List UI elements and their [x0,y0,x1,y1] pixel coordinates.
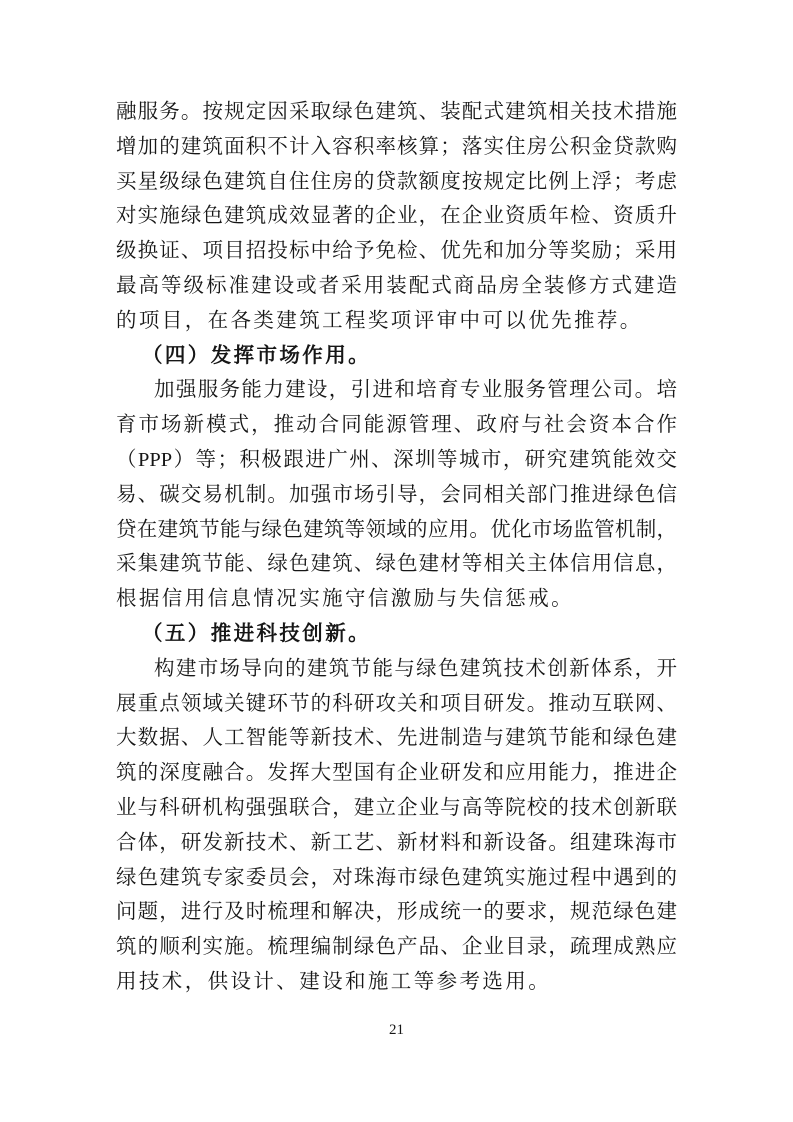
text-line: 的项目，在各类建筑工程奖项评审中可以优先推荐。 [116,309,643,332]
text-line: 展重点领域关键环节的科研攻关和项目研发。推动互联网、 [116,692,677,715]
text-line: 贷在建筑节能与绿色建筑等领域的应用。优化市场监管机制， [116,518,677,541]
text-line: 根据信用信息情况实施守信激励与失信惩戒。 [116,588,574,611]
text-line: 构建市场导向的建筑节能与绿色建筑技术创新体系，开 [154,657,677,680]
text-line: 加强服务能力建设，引进和培育专业服务管理公司。培 [154,379,677,402]
text-line: 业与科研机构强强联合，建立企业与高等院校的技术创新联 [116,796,677,819]
text-line: 育市场新模式，推动合同能源管理、政府与社会资本合作 [116,414,677,437]
text-line: 问题，进行及时梳理和解决，形成统一的要求，规范绿色建 [116,901,677,924]
page-number: 21 [389,1022,404,1038]
text-line: 筑的顺利实施。梳理编制绿色产品、企业目录，疏理成熟应 [116,936,677,959]
section-heading: （四）发挥市场作用。 [142,344,371,367]
text-line: 增加的建筑面积不计入容积率核算；落实住房公积金贷款购 [116,135,677,158]
text-line: 用技术，供设计、建设和施工等参考选用。 [116,970,552,993]
section-heading: （五）推进科技创新。 [142,622,371,645]
text-line: 绿色建筑专家委员会，对珠海市绿色建筑实施过程中遇到的 [116,866,677,889]
text-line: 筑的深度融合。发挥大型国有企业研发和应用能力，推进企 [116,762,677,785]
text-line: 对实施绿色建筑成效显著的企业，在企业资质年检、资质升 [116,205,677,228]
text-line: 易、碳交易机制。加强市场引导，会同相关部门推进绿色信 [116,483,677,506]
text-line: 合体，研发新技术、新工艺、新材料和新设备。组建珠海市 [116,831,677,854]
text-line: 级换证、项目招投标中给予免检、优先和加分等奖励；采用 [116,240,677,263]
text-line: 买星级绿色建筑自住住房的贷款额度按规定比例上浮；考虑 [116,170,677,193]
text-line: 采集建筑节能、绿色建筑、绿色建材等相关主体信用信息， [116,553,677,576]
text-line: 大数据、人工智能等新技术、先进制造与建筑节能和绿色建 [116,727,677,750]
text-block [116,95,677,1000]
text-line: 最高等级标准建设或者采用装配式商品房全装修方式建造 [116,274,677,297]
text-line: （PPP）等；积极跟进广州、深圳等城市，研究建筑能效交 [116,448,677,471]
text-line: 融服务。按规定因采取绿色建筑、装配式建筑相关技术措施 [116,101,677,123]
